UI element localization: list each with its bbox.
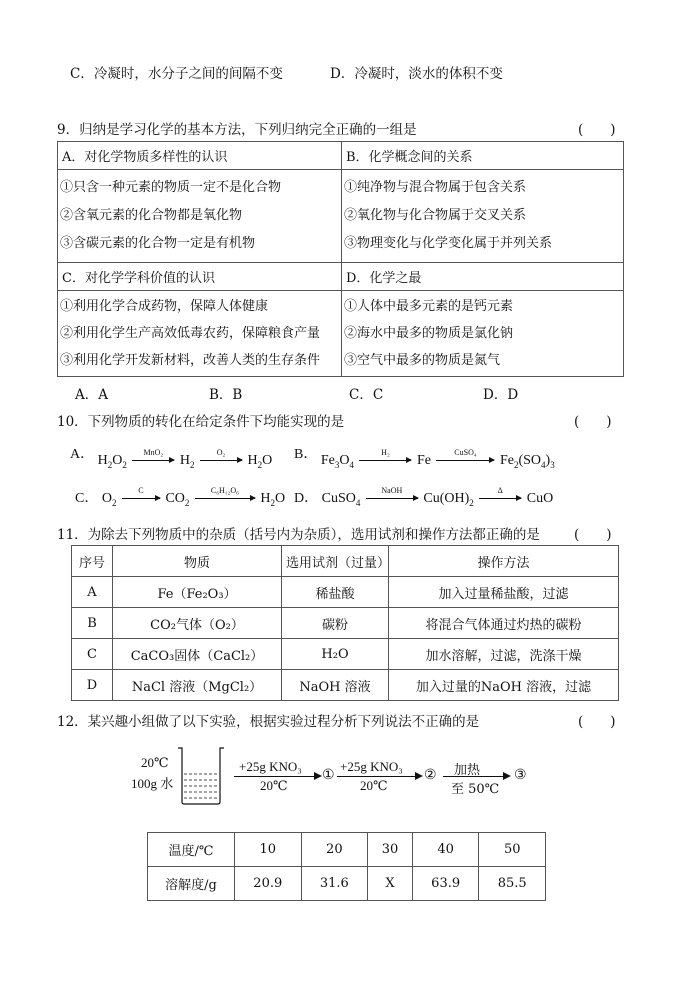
table-cell: CO₂气体（O₂） xyxy=(113,608,282,639)
table-header: 操作方法 xyxy=(389,546,619,577)
q9-b-item: ①纯净物与混合物属于包含关系 xyxy=(344,180,527,195)
table-header: 序号 xyxy=(72,546,113,577)
table-cell: 20.9 xyxy=(235,867,302,901)
table-cell: B xyxy=(72,608,113,639)
q9-option-b: B．B xyxy=(209,387,243,403)
table-cell: D xyxy=(72,670,113,701)
table-row xyxy=(148,867,546,901)
table-row xyxy=(72,577,619,608)
table-header: 物质 xyxy=(113,546,282,577)
q10-option-b: B． $Fe_3O_4$ H₂ Fe CuSO₄ $Fe_2(SO_4)_3$ xyxy=(294,447,555,470)
q9-a-item: ③含碳元素的化合物一定是有机物 xyxy=(60,236,256,251)
reaction-arrow: MnO₂ xyxy=(132,460,174,461)
table-cell: NaOH 溶液 xyxy=(282,670,389,701)
arrow-head-icon xyxy=(503,772,511,780)
q12-mark-3: ③ xyxy=(514,768,527,783)
q10-c-label: C． xyxy=(75,491,99,506)
q8-option-c: C．冷凝时，水分子之间的间隔不变 xyxy=(70,66,283,82)
reaction-arrow: C₆H₁₂O₆ xyxy=(195,498,255,499)
q9-b-item: ②氧化物与化合物属于交叉关系 xyxy=(344,208,527,223)
q10-answer-paren: ( ) xyxy=(574,414,612,430)
q10-option-a: A． $H_2O_2$ MnO₂ $H_2$ O₂ $H_2O$ xyxy=(70,447,273,470)
q9-b-heading: B．化学概念间的关系 xyxy=(342,142,624,170)
reaction-arrow: H₂ xyxy=(359,460,411,461)
q9-d-heading: D．化学之最 xyxy=(342,263,624,291)
table-header: 选用试剂（过量） xyxy=(282,546,389,577)
q10-d-label: D． xyxy=(294,491,319,506)
q10-stem: 10．下列物质的转化在给定条件下均能实现的是 xyxy=(57,414,345,430)
reaction-arrow: NaOH xyxy=(366,498,418,499)
reaction-arrow: Δ xyxy=(479,498,521,499)
q9-option-a: A．A xyxy=(75,387,108,403)
q11-answer-paren: ( ) xyxy=(574,527,612,543)
q9-option-d: D．D xyxy=(483,387,519,403)
reaction-arrow xyxy=(234,776,316,777)
table-row xyxy=(72,608,619,639)
table-cell: 稀盐酸 xyxy=(282,577,389,608)
q9-stem: 9．归纳是学习化学的基本方法，下列归纳完全正确的一组是 xyxy=(57,122,417,138)
q12-mark-2: ② xyxy=(424,768,437,783)
q9-c-heading: C．对化学学科价值的认识 xyxy=(58,263,342,291)
table-cell: A xyxy=(72,577,113,608)
table-cell: 温度/℃ xyxy=(148,833,235,867)
arrow-head-icon xyxy=(415,772,423,780)
table-cell: Fe（Fe₂O₃） xyxy=(113,577,282,608)
q9-table xyxy=(57,141,624,377)
q12-step1-temp: 20℃ xyxy=(260,778,288,793)
q9-a-items xyxy=(58,170,342,263)
table-row xyxy=(148,833,546,867)
q12-step2-temp: 20℃ xyxy=(360,778,388,793)
table-cell: 加入过量稀盐酸，过滤 xyxy=(389,577,619,608)
q9-answer-paren: ( ) xyxy=(578,122,616,138)
table-row xyxy=(72,639,619,670)
q12-step1-reagent: +25g KNO₃ xyxy=(239,759,302,774)
table-cell: X xyxy=(368,867,413,901)
q9-c-item: ②利用化学生产高效低毒农药，保障粮食产量 xyxy=(60,326,321,341)
table-cell: 50 xyxy=(479,833,546,867)
q12-step2-reagent: +25g KNO₃ xyxy=(340,759,403,774)
table-cell: 30 xyxy=(368,833,413,867)
table-cell: 碳粉 xyxy=(282,608,389,639)
reaction-arrow: C xyxy=(122,498,160,499)
table-cell: 加水溶解，过滤，洗涤干燥 xyxy=(389,639,619,670)
solubility-table xyxy=(147,832,546,901)
q12-stem: 12．某兴趣小组做了以下实验，根据实验过程分析下列说法不正确的是 xyxy=(57,714,480,730)
q12-mark-1: ① xyxy=(322,768,335,783)
table-header-row xyxy=(72,546,619,577)
q12-step3-temp: 至 50℃ xyxy=(451,782,500,797)
table-cell: H₂O xyxy=(282,639,389,670)
table-cell: 31.6 xyxy=(301,867,368,901)
q12-water-label: 100g 水 xyxy=(131,776,174,791)
table-cell: NaCl 溶液（MgCl₂） xyxy=(113,670,282,701)
q9-c-item: ③利用化学开发新材料，改善人类的生存条件 xyxy=(60,353,321,368)
table-cell: 20 xyxy=(301,833,368,867)
q9-d-item: ①人体中最多元素的是钙元素 xyxy=(344,299,514,314)
q12-temp-label: 20℃ xyxy=(141,755,169,770)
q10-option-c: C． $O_2$ C $CO_2$ C₆H₁₂O₆ $H_2O$ xyxy=(75,486,286,508)
reaction-arrow: O₂ xyxy=(200,460,242,461)
q12-step3-action: 加热 xyxy=(454,763,481,778)
q9-c-items xyxy=(58,291,342,377)
q9-option-c: C．C xyxy=(349,387,384,403)
q9-a-item: ①只含一种元素的物质一定不是化合物 xyxy=(60,180,282,195)
table-cell: 10 xyxy=(235,833,302,867)
q9-d-item: ②海水中最多的物质是氯化钠 xyxy=(344,326,514,341)
table-row xyxy=(72,670,619,701)
table-cell: 将混合气体通过灼热的碳粉 xyxy=(389,608,619,639)
q10-b-label: B． xyxy=(294,447,318,462)
q11-table xyxy=(71,545,619,701)
reaction-arrow: CuSO₄ xyxy=(436,460,494,461)
q9-a-heading: A．对化学物质多样性的认识 xyxy=(58,142,342,170)
table-cell: C xyxy=(72,639,113,670)
q11-stem: 11．为除去下列物质中的杂质（括号内为杂质），选用试剂和操作方法都正确的是 xyxy=(57,527,540,543)
q10-a-label: A． xyxy=(70,447,95,462)
table-cell: 加入过量的NaOH 溶液，过滤 xyxy=(389,670,619,701)
q9-a-item: ②含氧元素的化合物都是氧化物 xyxy=(60,208,243,223)
q8-option-d: D．冷凝时，淡水的体积不变 xyxy=(330,66,503,82)
reaction-arrow xyxy=(443,776,505,777)
arrow-head-icon xyxy=(314,772,322,780)
q9-b-items xyxy=(342,170,624,263)
q9-d-item: ③空气中最多的物质是氮气 xyxy=(344,353,501,368)
reaction-arrow xyxy=(337,776,417,777)
table-cell: 63.9 xyxy=(412,867,479,901)
table-cell: CaCO₃固体（CaCl₂） xyxy=(113,639,282,670)
q9-c-item: ①利用化学合成药物，保障人体健康 xyxy=(60,299,269,314)
table-cell: 85.5 xyxy=(479,867,546,901)
q12-answer-paren: ( ) xyxy=(578,714,616,730)
beaker-icon xyxy=(176,744,226,806)
table-cell: 40 xyxy=(412,833,479,867)
table-cell: 溶解度/g xyxy=(148,867,235,901)
q9-d-items xyxy=(342,291,624,377)
q9-b-item: ③物理变化与化学变化属于并列关系 xyxy=(344,236,553,251)
q10-option-d: D． CuSO$_4$ NaOH $Cu(OH)_2$ Δ CuO xyxy=(294,486,554,508)
